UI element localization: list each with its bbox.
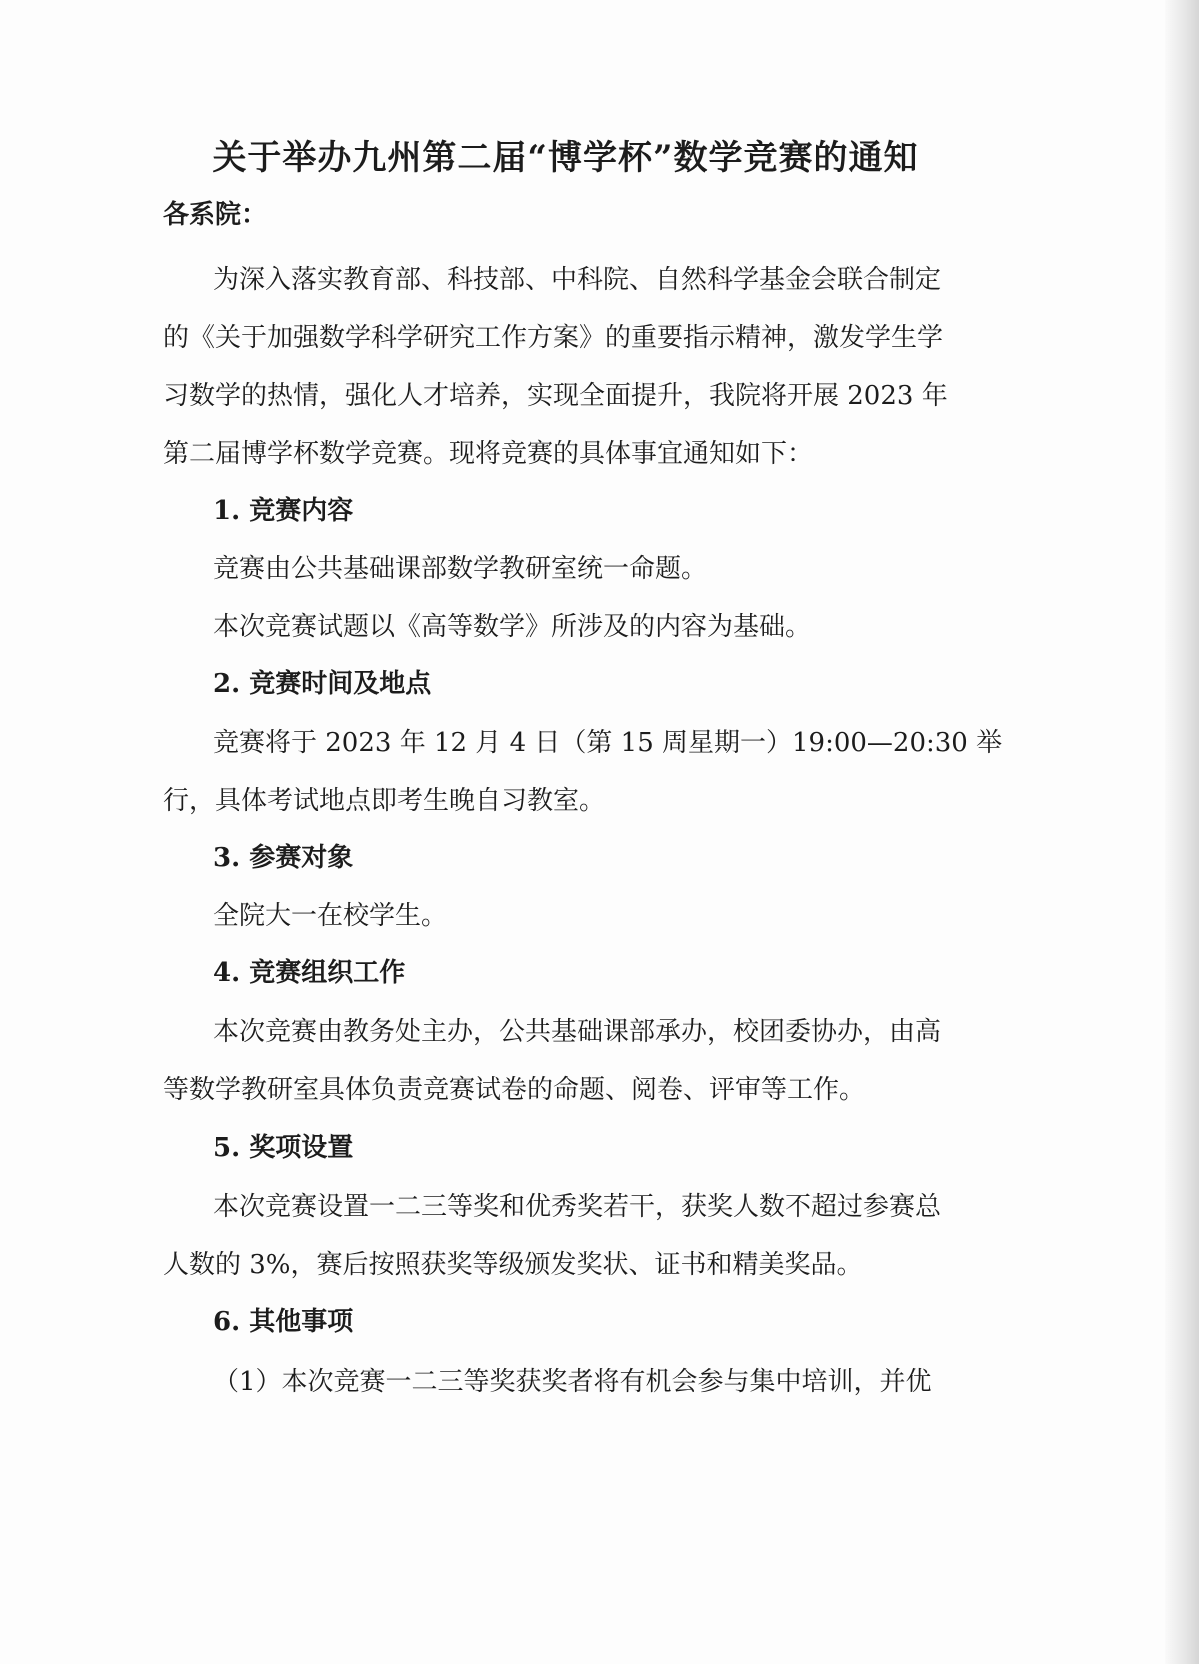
intro-line: 习数学的热情，强化人才培养，实现全面提升，我院将开展 2023 年 [163,381,948,411]
section-line: 本次竞赛设置一二三等奖和优秀奖若干，获奖人数不超过参赛总 [213,1192,942,1222]
section-heading: 4. 竞赛组织工作 [213,958,406,988]
section-line: 本次竞赛由教务处主办，公共基础课部承办，校团委协办，由高 [213,1017,942,1047]
intro-line: 第二届博学杯数学竞赛。现将竞赛的具体事宜通知如下： [163,439,814,469]
section-heading: 3. 参赛对象 [213,843,354,873]
section-line: 行，具体考试地点即考生晚自习教室。 [163,786,606,816]
section-line: 竞赛将于 2023 年 12 月 4 日（第 15 周星期一）19:00—20:30 举 [213,728,1003,758]
section-line: 竞赛由公共基础课部数学教研室统一命题。 [213,554,708,584]
section-line: 等数学教研室具体负责竞赛试卷的命题、阅卷、评审等工作。 [163,1075,866,1105]
intro-line: 为深入落实教育部、科技部、中科院、自然科学基金会联合制定 [213,265,942,295]
section-line: 人数的 3%，赛后按照获奖等级颁发奖状、证书和精美奖品。 [163,1250,863,1280]
section-heading: 6. 其他事项 [213,1307,354,1337]
page-edge-shadow [1165,0,1199,1664]
intro-line: 的《关于加强数学科学研究工作方案》的重要指示精神，激发学生学 [163,323,944,353]
section-heading: 2. 竞赛时间及地点 [213,669,432,699]
section-line: （1）本次竞赛一二三等奖获奖者将有机会参与集中培训，并优 [213,1367,932,1397]
salutation: 各系院： [163,200,268,230]
section-line: 本次竞赛试题以《高等数学》所涉及的内容为基础。 [213,612,812,642]
section-heading: 1. 竞赛内容 [213,496,354,526]
document-title: 关于举办九州第二届“博学杯”数学竞赛的通知 [212,138,919,178]
section-heading: 5. 奖项设置 [213,1133,354,1163]
section-line: 全院大一在校学生。 [213,901,448,931]
